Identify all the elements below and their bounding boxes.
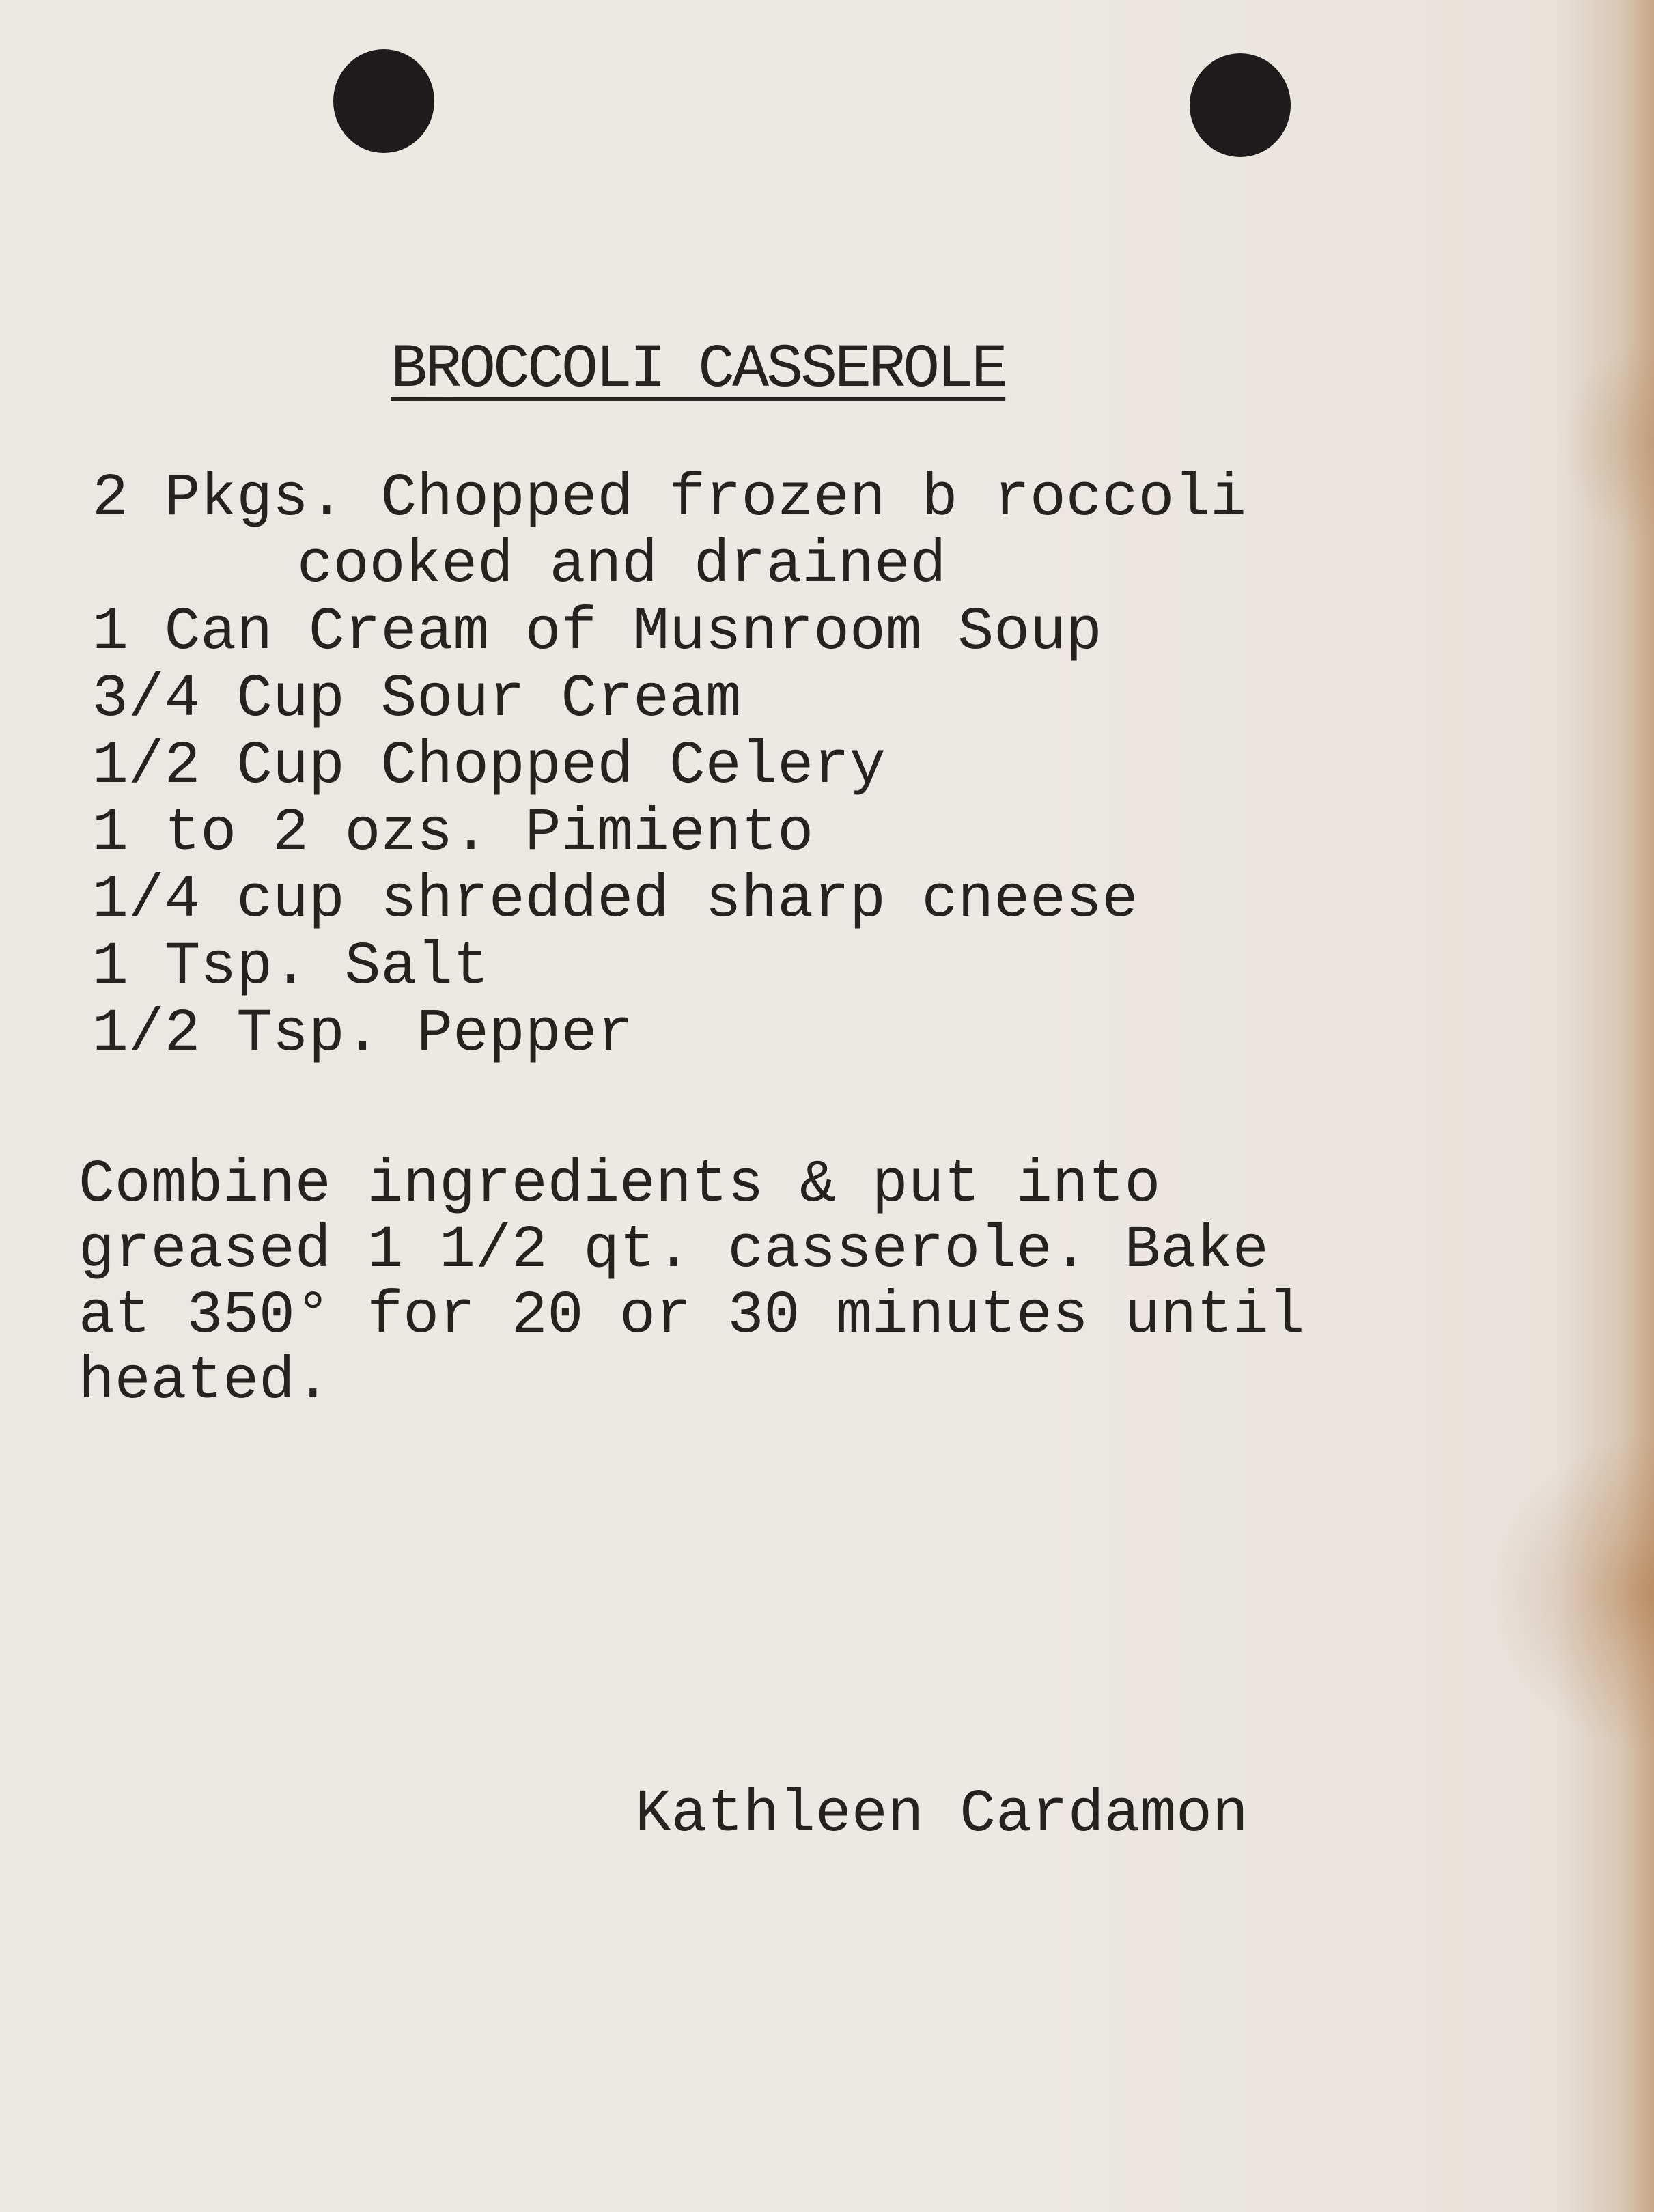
ingredient-list xyxy=(92,466,1246,1068)
recipe-title: BROCCOLI CASSEROLE xyxy=(391,335,1006,405)
punch-hole-left xyxy=(333,49,434,153)
ingredient-item: 3/4 Cup Sour Cream xyxy=(92,666,742,733)
recipe-directions: Combine ingredients & put into greased 1 1/2 qt. casserole. Bake at 350° for 20 or 30 minutes until heated. xyxy=(79,1151,1305,1416)
ingredient-item: 1/2 Tsp. Pepper xyxy=(92,1000,634,1068)
ingredient-item: 1 to 2 ozs. Pimiento xyxy=(92,800,814,867)
ingredient-item: 2 Pkgs. Chopped frozen b roccoli xyxy=(92,465,1246,533)
ingredient-item-continuation: cooked and drained xyxy=(297,532,947,600)
recipe-author: Kathleen Cardamon xyxy=(635,1781,1248,1849)
ingredient-item: 1/2 Cup Chopped Celery xyxy=(92,733,886,800)
punch-hole-right xyxy=(1190,53,1291,157)
ingredient-item: 1 Tsp. Salt xyxy=(92,934,489,1001)
ingredient-item: 1/4 cup shredded sharp cneese xyxy=(92,867,1138,934)
ingredient-item: 1 Can Cream of Musnroom Soup xyxy=(92,599,1102,667)
